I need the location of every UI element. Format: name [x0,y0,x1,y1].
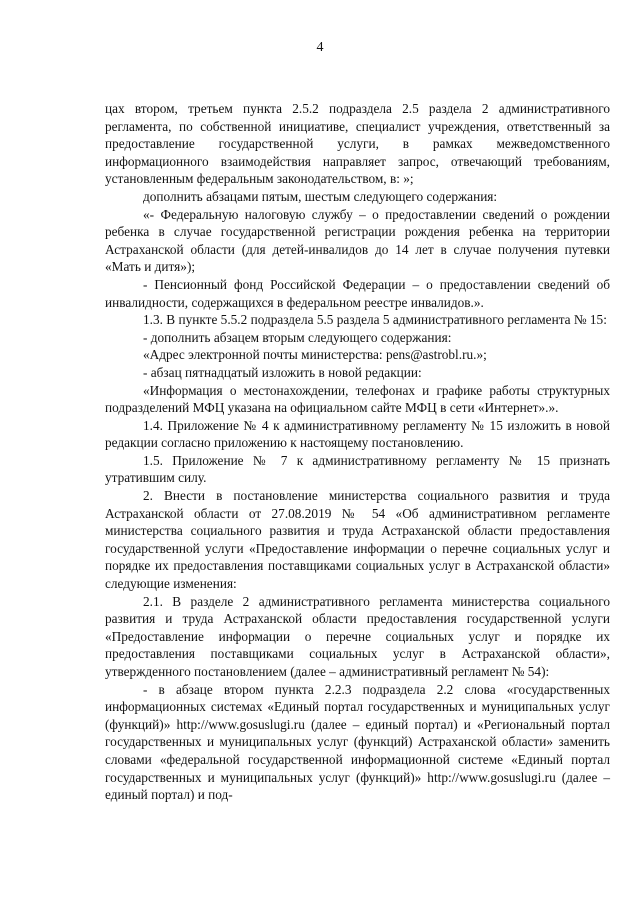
paragraph: дополнить абзацами пятым, шестым следующего содержания: [143,188,498,204]
paragraph: - Пенсионный фонд Российской Федерации – о предоставлении сведений об инвалидности, содержащихся в федеральном реестре инвалидов.». [105,276,610,310]
paragraph: «Адрес электронной почты министерства: pens@astrobl.ru.»; [143,347,487,363]
paragraph: 1.3. В пункте 5.5.2 подраздела 5.5 раздела 5 административного регламента № 15: [143,312,607,328]
paragraph: 2.1. В разделе 2 административного регламента министерства социального развития и труда Астраханской области предоставления государственной услуги «Предоставление информации о перечне социальных услуг и порядке их предоставления поставщиками социальных услуг в Астраханской области», утвержденного постановлением (далее – административный регламент № 54): [105,593,610,679]
paragraph: «Информация о местонахождении, телефонах и графике работы структурных подразделений МФЦ указана на официальном сайте МФЦ в сети «Интернет».». [105,382,610,416]
paragraph: - дополнить абзацем вторым следующего содержания: [143,329,452,345]
paragraph: - абзац пятнадцатый изложить в новой редакции: [143,364,422,380]
paragraph: 1.4. Приложение № 4 к административному регламенту № 15 изложить в новой редакции согласно приложению к настоящему постановлению. [105,417,610,451]
page-number: 4 [316,40,324,55]
paragraph: 2. Внести в постановление министерства социального развития и труда Астраханской области от 27.08.2019 № 54 «Об административном регламенте министерства социального развития и труда Астраханской области предоставления государственной услуги «Предоставление информации о перечне социальных услуг и порядке их предоставления поставщиками социальных услуг в Астраханской области» следующие изменения: [105,488,610,592]
document-body [105,100,610,804]
paragraph: 1.5. Приложение № 7 к административному регламенту № 15 признать утратившим силу. [105,452,610,486]
paragraph: - в абзаце втором пункта 2.2.3 подраздела 2.2 слова «государственных информационных системах «Единый портал государственных и муниципальных услуг (функций)» http://www.gosuslugi.ru (далее – единый портал) и «Региональный портал государственных и муниципальных услуг (функций) Астраханской области» заменить словами «федеральной государственной информационной системе «Единый портал государственных и муниципальных услуг (функций)» http://www.gosuslugi.ru (далее – единый портал) и под- [105,681,610,803]
paragraph-continuation: цах втором, третьем пункта 2.5.2 подраздела 2.5 раздела 2 административного регламента, по собственной инициативе, специалист учреждения, ответственный за предоставление государственной услуги, в рамках межведомственного информационного взаимодействия направляет запрос, отвечающий требованиям, установленным федеральным законодательством, в: »; [105,101,610,187]
paragraph: «- Федеральную налоговую службу – о предоставлении сведений о рождении ребенка в случае государственной регистрации рождения ребенка на территории Астраханской области (для детей-инвалидов до 14 лет в случае получения путевки «Мать и дитя»); [105,206,610,275]
